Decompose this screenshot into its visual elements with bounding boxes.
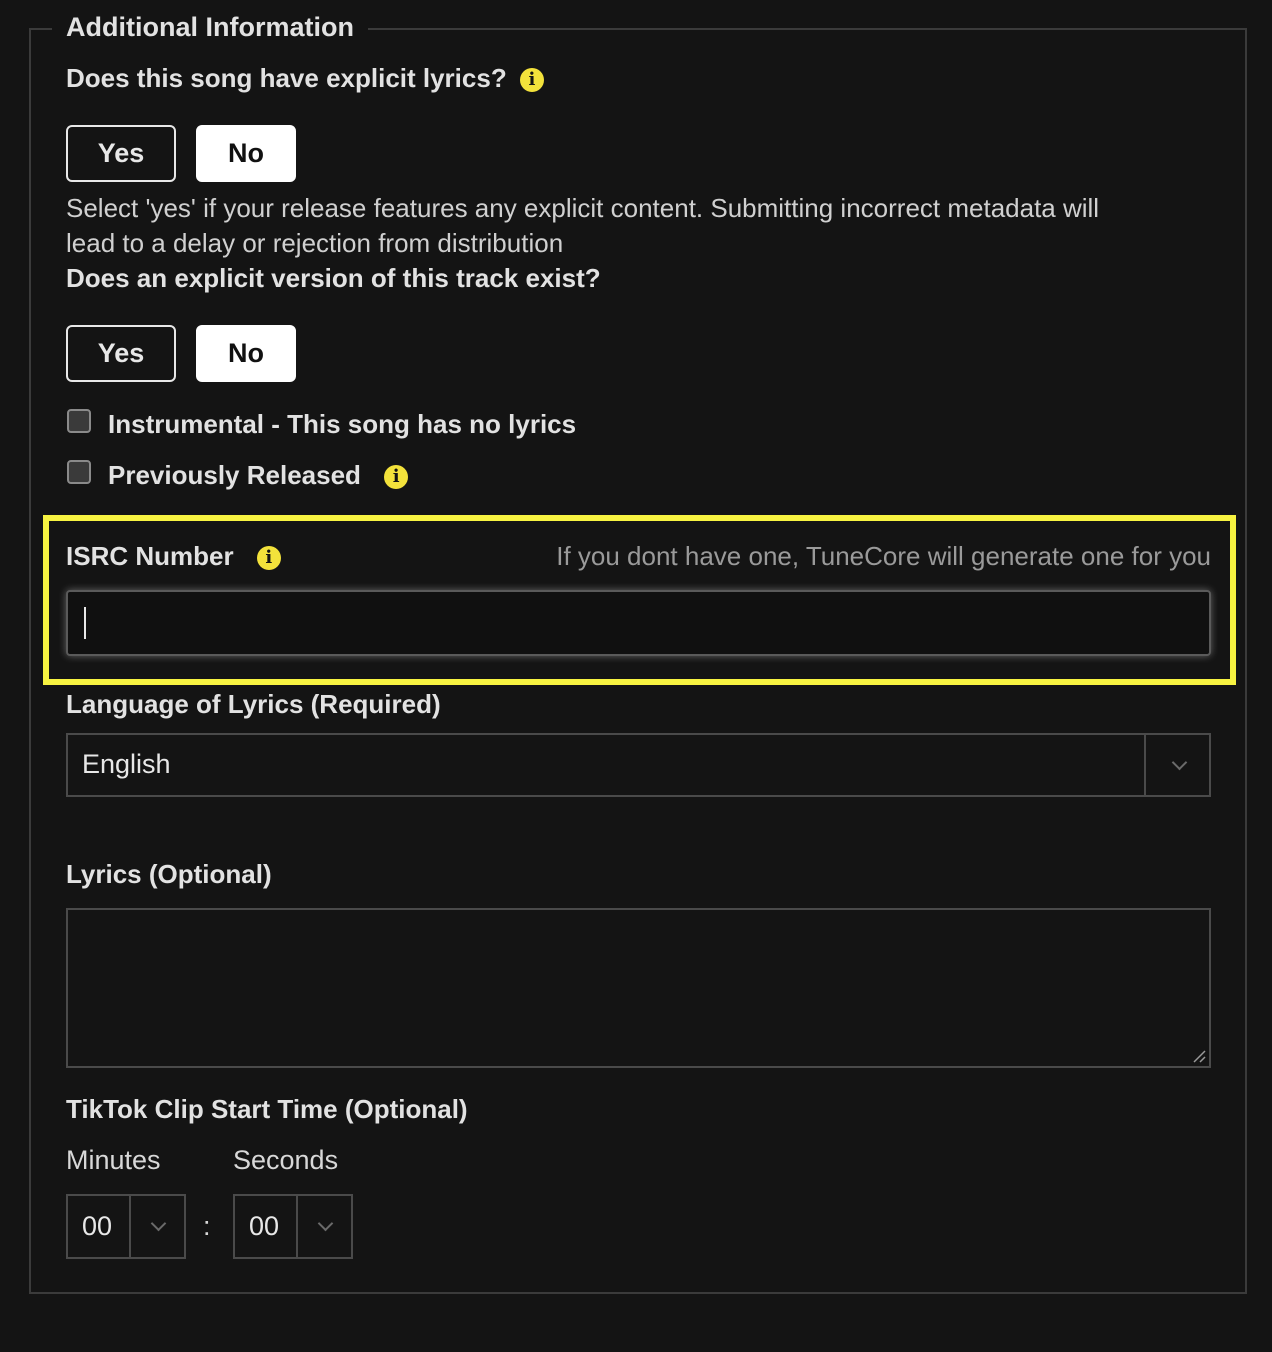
previously-released-text[interactable]: Previously Released	[108, 460, 361, 490]
info-icon[interactable]: i	[257, 546, 281, 570]
seconds-dropdown-toggle[interactable]	[296, 1196, 355, 1257]
explicit-yes-button[interactable]: Yes	[66, 125, 176, 182]
language-dropdown-toggle[interactable]	[1144, 735, 1213, 795]
seconds-value: 00	[249, 1211, 280, 1241]
chevron-down-icon	[318, 1216, 334, 1232]
lyrics-textarea[interactable]	[66, 908, 1211, 1068]
info-icon[interactable]: i	[384, 465, 408, 489]
seconds-label: Seconds	[233, 1145, 339, 1175]
minutes-dropdown-toggle[interactable]	[129, 1196, 188, 1257]
text-caret	[84, 607, 86, 639]
info-icon[interactable]: i	[520, 68, 544, 92]
tiktok-label: TikTok Clip Start Time (Optional)	[66, 1094, 468, 1124]
isrc-hint: If you dont have one, TuneCore will generate one for you	[556, 541, 1211, 571]
isrc-label	[66, 540, 281, 572]
minutes-select[interactable]	[66, 1194, 186, 1259]
time-separator: :	[203, 1211, 211, 1241]
isrc-label-text: ISRC Number	[66, 541, 234, 571]
language-select[interactable]	[66, 733, 1211, 797]
lyrics-label: Lyrics (Optional)	[66, 859, 272, 889]
minutes-value: 00	[82, 1211, 113, 1241]
explicit-version-yes-button[interactable]: Yes	[66, 325, 176, 382]
instrumental-label[interactable]: Instrumental - This song has no lyrics	[108, 409, 577, 439]
explicit-help-line-1: Select 'yes' if your release features any explicit content. Submitting incorrect metadata will	[66, 193, 1100, 223]
explicit-question	[66, 62, 544, 94]
language-label: Language of Lyrics (Required)	[66, 689, 441, 719]
seconds-select[interactable]	[233, 1194, 353, 1259]
language-selected-value: English	[82, 749, 171, 779]
section-legend: Additional Information	[52, 10, 368, 44]
isrc-input[interactable]	[66, 590, 1211, 656]
chevron-down-icon	[1172, 755, 1188, 771]
chevron-down-icon	[151, 1216, 167, 1232]
explicit-help-text	[66, 191, 1099, 261]
minutes-label: Minutes	[66, 1145, 161, 1175]
explicit-help-line-2: lead to a delay or rejection from distribution	[66, 228, 564, 258]
previously-released-checkbox[interactable]	[67, 460, 91, 484]
explicit-no-button[interactable]: No	[196, 125, 296, 182]
explicit-version-question: Does an explicit version of this track exist?	[66, 263, 601, 293]
instrumental-checkbox[interactable]	[67, 409, 91, 433]
resize-grip-icon[interactable]	[1192, 1049, 1206, 1063]
explicit-version-no-button[interactable]: No	[196, 325, 296, 382]
previously-released-label	[108, 459, 408, 491]
explicit-question-text: Does this song have explicit lyrics?	[66, 63, 507, 93]
